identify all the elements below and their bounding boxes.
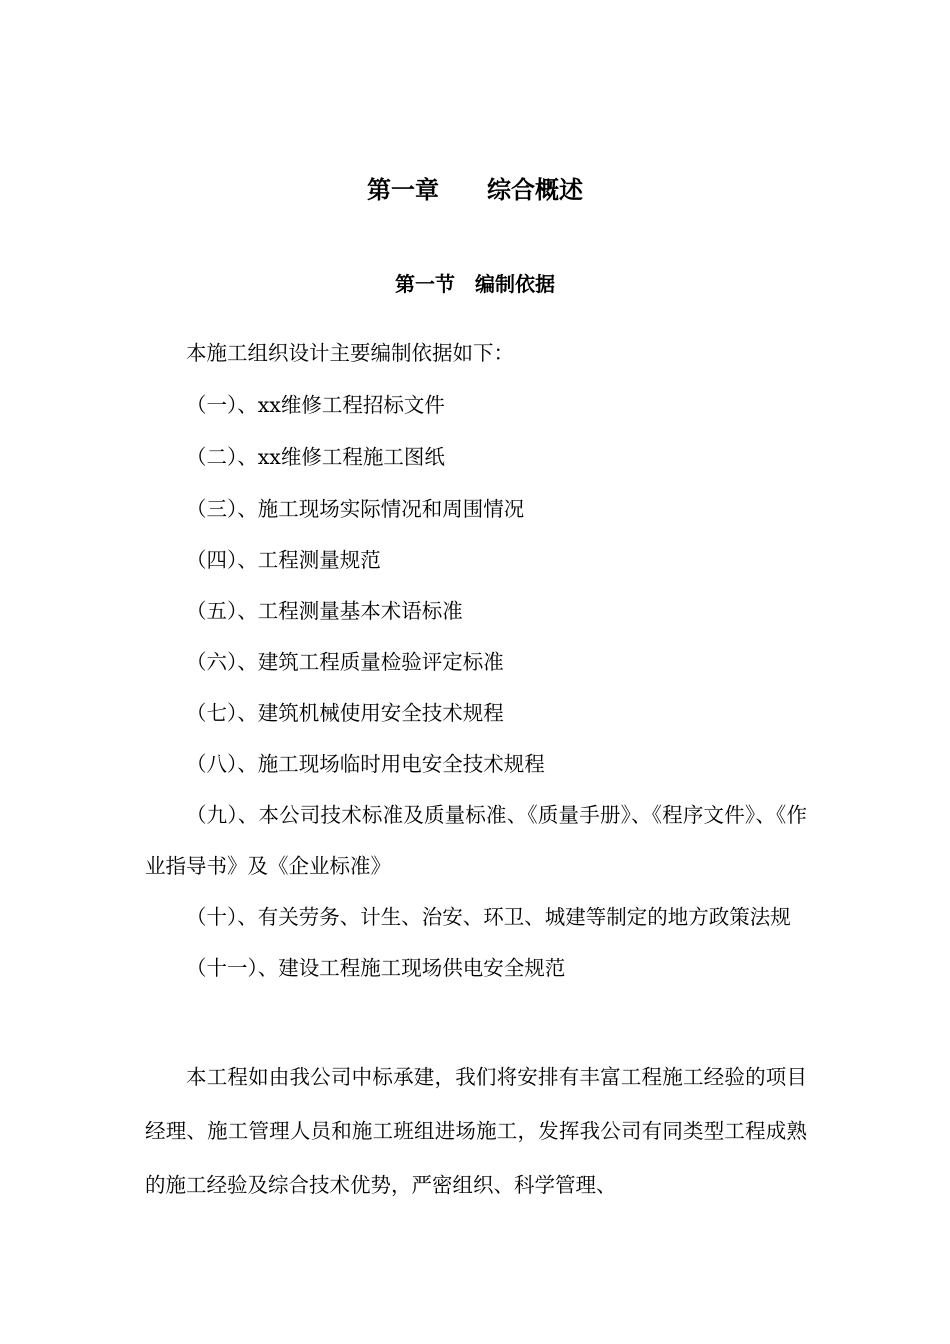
intro-paragraph [145,328,807,379]
list-item: （五）、工程测量基本术语标准 [186,599,463,623]
list-item: （二）、xx维修工程施工图纸 [186,445,445,469]
section-title: 第一节 编制依据 [395,272,555,296]
list-item: （六）、建筑工程质量检验评定标准 [186,650,504,674]
closing-paragraph: 本工程如由我公司中标承建，我们将安排有丰富工程施工经验的项目经理、施工管理人员和施工班组进场施工，发挥我公司有同类型工程成熟的施工经验及综合技术优势，严密组织、科学管理、 [145,1065,807,1197]
list-item: （三）、施工现场实际情况和周围情况 [186,497,525,521]
list-item: （九）、本公司技术标准及质量标准、《质量手册》、《程序文件》、《作业指导书》及《企业标准》 [145,803,807,878]
list-item: （十）、有关劳务、计生、治安、环卫、城建等制定的地方政策法规 [186,905,791,929]
chapter-title: 第一章 综合概述 [367,175,583,204]
basis-list [145,380,807,994]
list-item: （七）、建筑机械使用安全技术规程 [186,701,504,725]
list-item: （十一）、建设工程施工现场供电安全规范 [186,956,566,980]
list-item: （四）、工程测量规范 [186,548,381,572]
intro-text: 本施工组织设计主要编制依据如下： [186,341,514,365]
list-item: （八）、施工现场临时用电安全技术规程 [186,752,545,776]
list-item: （一）、xx维修工程招标文件 [186,393,445,417]
